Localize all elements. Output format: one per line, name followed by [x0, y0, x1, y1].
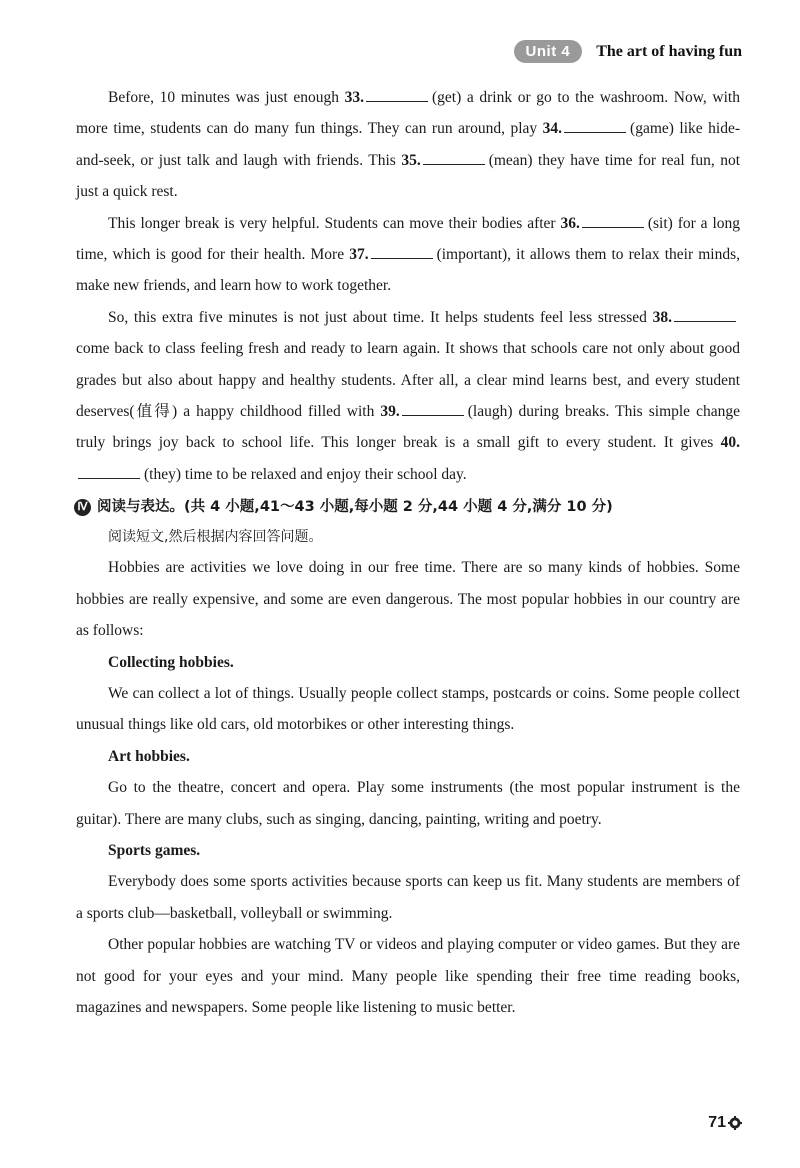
answer-blank-34[interactable]: [564, 118, 626, 133]
section-instruction: 阅读短文,然后根据内容回答问题。: [108, 529, 323, 546]
answer-blank-33[interactable]: [366, 87, 428, 102]
paragraph-sports: Everybody does some sports activities because sports can keep us fit. Many students are members of a sports club—basketball, volleyball or swimming.: [76, 873, 740, 922]
paragraph-collecting: We can collect a lot of things. Usually people collect stamps, postcards or coins. Some people collect unusual things like old cars, old motorbikes or other interesting things.: [76, 684, 740, 734]
section-heading: [74, 492, 740, 522]
paragraph-blanks-38-40: [76, 302, 740, 490]
paragraph-other-hobbies: Other popular hobbies are watching TV or videos and playing computer or video games. But they are not good for your eyes and your mind. Many people like spending their free time reading books, magazines and newspapers. Some people like listening to music better.: [76, 936, 740, 1016]
question-number-39: 39.: [380, 403, 400, 421]
paragraph-art: Go to the theatre, concert and opera. Play some instruments (the most popular instrument is the guitar). There are many clubs, such as singing, dancing, painting, writing and poetry.: [76, 779, 740, 828]
question-number-37: 37.: [349, 246, 369, 264]
question-number-33: 33.: [344, 89, 364, 106]
subheading-collecting: Collecting hobbies.: [108, 653, 234, 671]
paragraph-blanks-33-35: [76, 82, 740, 208]
question-number-36: 36.: [560, 214, 580, 232]
gear-icon: [728, 1116, 742, 1130]
question-number-35: 35.: [401, 151, 421, 169]
reading-intro: Hobbies are activities we love doing in our free time. There are so many kinds of hobbies. Some hobbies are really expensive, and some are even dangerous. The most popular hobbies in our country are as follows:: [76, 559, 740, 640]
question-number-34: 34.: [542, 120, 563, 138]
page-header: [514, 40, 742, 63]
text-segment: (sit) for a long time, which is good for their health. More: [76, 214, 740, 264]
text-segment: So, this extra five minutes is not just about time. It helps students feel less stressed: [108, 308, 653, 326]
text-segment: (get) a drink or go to the washroom. Now, with more time, students can do many fun things. They can run around, play: [76, 89, 740, 138]
text-segment: (important), it allows them to relax their minds, make new friends, and learn how to work together.: [76, 246, 740, 295]
text-segment: (laugh) during breaks. This simple change truly brings joy back to school life. This longer break is a small gift to every student. It gives: [76, 403, 740, 452]
section-number-badge: Ⅳ: [74, 499, 91, 516]
subheading-art: Art hobbies.: [108, 747, 190, 765]
text-segment: come back to class feeling fresh and ready to learn again. It shows that schools care not only about good grades but also about happy and healthy students. After all, a clear mind learns best, and every student deserves(值得) a happy childhood filled with: [76, 340, 740, 421]
answer-blank-35[interactable]: [423, 150, 485, 165]
question-number-38: 38.: [652, 308, 672, 326]
answer-blank-36[interactable]: [582, 213, 644, 228]
answer-blank-40[interactable]: [78, 464, 140, 479]
answer-blank-39[interactable]: [402, 401, 464, 416]
text-segment: Before, 10 minutes was just enough: [108, 89, 345, 106]
text-segment: (mean) they have time for real fun, not just a quick rest.: [76, 151, 741, 201]
answer-blank-37[interactable]: [371, 244, 433, 259]
question-number-40: 40.: [720, 434, 740, 452]
content: [76, 82, 740, 1023]
subheading-sports: Sports games.: [108, 841, 201, 859]
section-title: 阅读与表达。(共 4 小题,41～43 小题,每小题 2 分,44 小题 4 分,满分 10 分): [97, 499, 613, 516]
text-segment: (game) like hide-and-seek, or just talk and laugh with friends. This: [76, 120, 741, 169]
unit-badge: Unit 4: [514, 40, 583, 63]
page-number-text: 71: [708, 1114, 726, 1131]
page-number: [708, 1114, 742, 1132]
paragraph-blanks-36-37: [76, 208, 740, 302]
text-segment: This longer break is very helpful. Students can move their bodies after: [108, 214, 561, 232]
text-segment: (they) time to be relaxed and enjoy their school day.: [144, 465, 467, 483]
answer-blank-38[interactable]: [674, 307, 736, 322]
unit-title: The art of having fun: [596, 42, 742, 60]
